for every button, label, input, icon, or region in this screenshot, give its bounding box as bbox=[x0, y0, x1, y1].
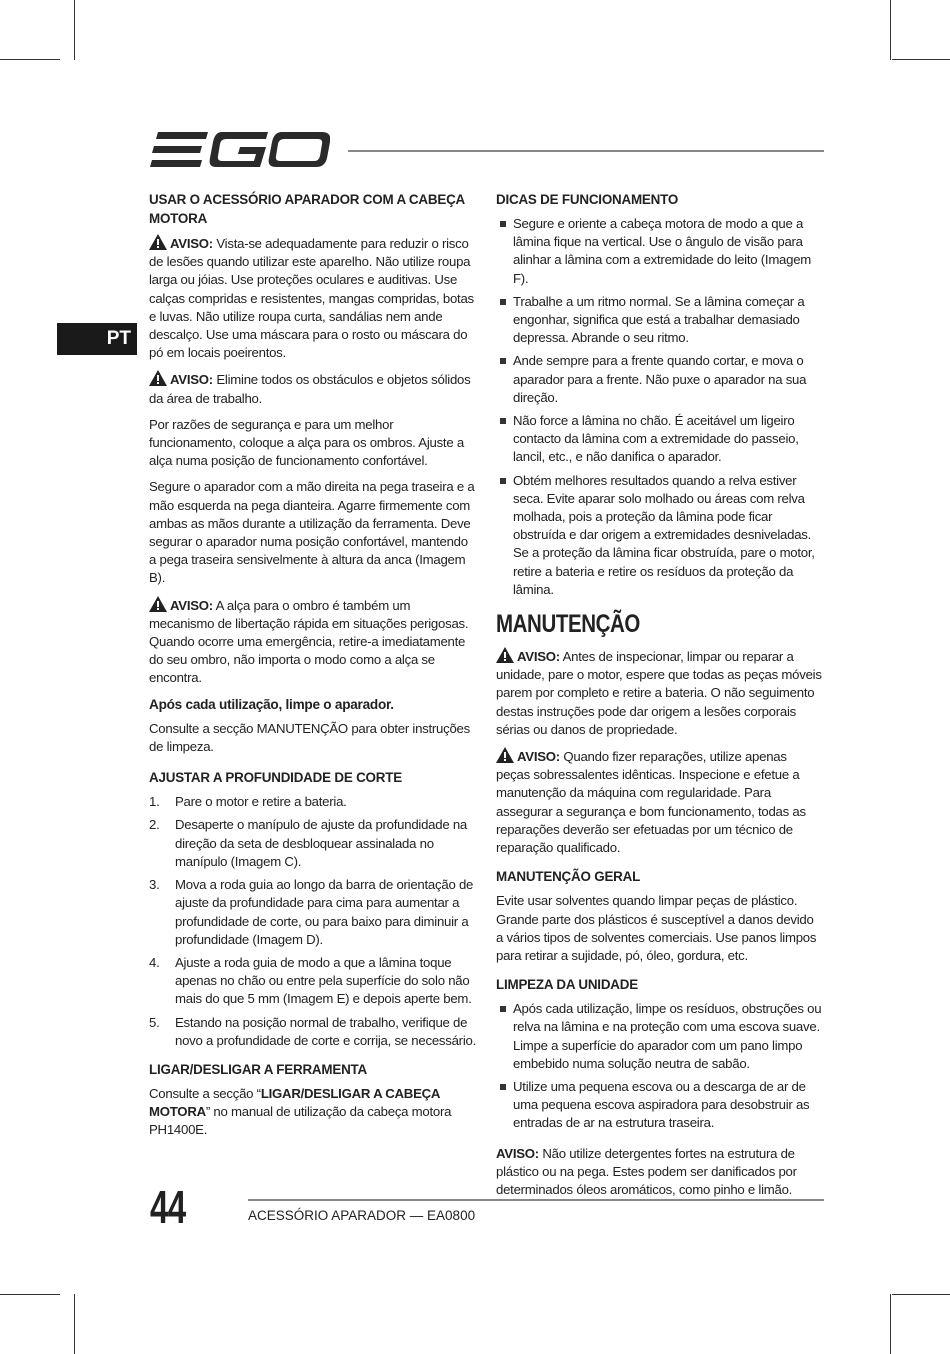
warning-label: AVISO: bbox=[170, 372, 213, 388]
list-item: Segure e oriente a cabeça motora de modo a que a lâmina fique na vertical. Use o ângulo de visão para alinhar a lâmina com a extremidade do leito (Imagem F). bbox=[496, 215, 824, 288]
warning-obstacles bbox=[149, 370, 477, 407]
right-column bbox=[496, 190, 824, 1207]
bullet-icon bbox=[500, 478, 506, 484]
section-heading-on-off: LIGAR/DESLIGAR A FERRAMENTA bbox=[149, 1061, 368, 1077]
warning-label: AVISO: bbox=[496, 1145, 539, 1161]
after-use-text: Consulte a secção MANUTENÇÃO para obter instruções de limpeza. bbox=[149, 720, 470, 755]
operating-tips-list bbox=[496, 215, 824, 599]
crop-mark bbox=[892, 59, 950, 60]
warning-text: Vista-se adequadamente para reduzir o risco de lesões quando utilizar este aparelho. Não utilize roupa larga ou jóias. Use proteções oculares e auditivas. Use calças compridas e resistentes, mangas compridas, botas e luvas. Não utilize roupa curta, sandálias nem ande descalço. Use uma máscara para o rosto ou máscara do pó em locais poeirentos. bbox=[149, 236, 474, 361]
list-item: Não force a lâmina no chão. É aceitável um ligeiro contacto da lâmina com a extremidade do passeio, lancil, etc., e não danifica o aparador. bbox=[496, 412, 824, 467]
after-use-heading: Após cada utilização, limpe o aparador. bbox=[149, 696, 394, 712]
warning-detergents bbox=[496, 1145, 824, 1200]
crop-mark bbox=[0, 1294, 60, 1295]
paragraph-holding: Segure o aparador com a mão direita na pega traseira e a mão esquerda na pega dianteira. Agarre firmemente com ambas as mãos durante a utilização da ferramenta. Deve segurar o aparador numa posição confortável, mantendo a pega traseira sensivelmente à altura da anca (Imagem B). bbox=[149, 479, 475, 586]
footer-rule bbox=[248, 1199, 824, 1201]
footer-title: ACESSÓRIO APARADOR — EA0800 bbox=[248, 1208, 476, 1223]
list-item: 2. Desaperte o manípulo de ajuste da profundidade na direção da seta de desbloquear assinalada no manípulo (Imagem C). bbox=[149, 817, 468, 869]
warning-quick-release bbox=[149, 596, 477, 688]
cut-depth-steps bbox=[149, 793, 477, 1050]
warning-text: Quando fizer reparações, utilize apenas peças sobressalentes idênticas. Inspecione e efetue a manutenção da máquina com regularidade. Para assegurar a segurança e bom funcionamento, todas as reparações deverão ser efetuadas por um técnico de reparação qualificado. bbox=[496, 749, 806, 856]
warning-triangle-icon bbox=[496, 747, 514, 763]
warning-triangle-icon bbox=[149, 234, 167, 250]
warning-label: AVISO: bbox=[170, 236, 213, 251]
section-heading-using-trimmer: USAR O ACESSÓRIO APARADOR COM A CABEÇA MOTORA bbox=[149, 192, 465, 226]
section-title-maintenance: MANUTENÇÃO bbox=[496, 610, 640, 639]
crop-mark bbox=[890, 1294, 891, 1354]
list-item: Obtém melhores resultados quando a relva estiver seca. Evite aparar solo molhado ou áreas com relva molhada, pois a proteção da lâmina pode ficar obstruída e dar origem a extremidades desniveladas. Se a proteção da lâmina ficar obstruída, pare o motor, retire a bateria e retire os resíduos da proteção da lâmina. bbox=[496, 472, 824, 599]
general-maintenance-text: Evite usar solventes quando limpar peças de plástico. Grande parte dos plásticos é susceptível a danos devido a vários tipos de solventes comerciais. Use panos limpos para retirar a sujidade, pó, óleo, gordura, etc. bbox=[496, 893, 817, 963]
warning-repairs bbox=[496, 747, 824, 857]
warning-text: Elimine todos os obstáculos e objetos sólidos da área de trabalho. bbox=[149, 372, 471, 406]
list-item: 1. Pare o motor e retire a bateria. bbox=[149, 794, 347, 810]
section-heading-cut-depth: AJUSTAR A PROFUNDIDADE DE CORTE bbox=[149, 770, 402, 786]
list-item: 5. Estando na posição normal de trabalho, verifique de novo a profundidade de corte e corrija, se necessário. bbox=[149, 1014, 476, 1048]
section-heading-general-maintenance: MANUTENÇÃO GERAL bbox=[496, 869, 641, 885]
list-item: Utilize uma pequena escova ou a descarga de ar de uma pequena escova aspiradora para desobstruir as entradas de ar na estrutura traseira. bbox=[496, 1078, 824, 1133]
list-item: 4. Ajuste a roda guia de modo a que a lâmina toque apenas no chão ou entre pela superfície do solo não mais do que 5 mm (Imagem E) e depois aperte bem. bbox=[149, 954, 472, 1007]
crop-mark bbox=[892, 1294, 950, 1295]
left-column bbox=[149, 190, 477, 1148]
crop-mark bbox=[890, 0, 891, 60]
bullet-icon bbox=[500, 221, 506, 227]
bullet-icon bbox=[500, 418, 506, 424]
on-off-text: Consulte a secção “LIGAR/DESLIGAR A CABEÇA MOTORA” no manual de utilização da cabeça motora PH1400E. bbox=[149, 1085, 452, 1138]
warning-before-inspecting bbox=[496, 647, 824, 739]
list-item: Trabalhe a um ritmo normal. Se a lâmina começar a engonhar, significa que está a trabalhar demasiado depressa. Abrande o seu ritmo. bbox=[496, 293, 824, 348]
warning-text: A alça para o ombro é também um mecanismo de libertação rápida em situações perigosas. Quando ocorre uma emergência, retire-a imediatamente do seu ombro, não importa o modo como a alça se encontra. bbox=[149, 597, 469, 686]
warning-text: Antes de inspecionar, limpar ou reparar a unidade, pare o motor, espere que todas as peças móveis parem por completo e retire a bateria. O não seguimento destas instruções pode dar origem a lesões corporais sérias ou danos de propriedade. bbox=[496, 649, 822, 737]
warning-clothing bbox=[149, 234, 477, 362]
warning-triangle-icon bbox=[149, 370, 167, 386]
page-number: 44 bbox=[150, 1181, 186, 1233]
section-heading-unit-cleaning: LIMPEZA DA UNIDADE bbox=[496, 977, 638, 993]
list-item: Ande sempre para a frente quando cortar, e mova o aparador para a frente. Não puxe o aparador na sua direção. bbox=[496, 352, 824, 407]
language-tab: PT bbox=[57, 323, 137, 355]
crop-mark bbox=[74, 0, 75, 60]
bullet-icon bbox=[500, 358, 506, 364]
warning-text: Não utilize detergentes fortes na estrutura de plástico ou na pega. Estes podem ser danificados por determinados óleos aromáticos, como pinho e limão. bbox=[496, 1145, 797, 1197]
bullet-icon bbox=[500, 299, 506, 305]
paragraph-shoulder-strap: Por razões de segurança e para um melhor funcionamento, coloque a alça para os ombros. Ajuste a alça numa posição de funcionamento confortável. bbox=[149, 416, 464, 469]
warning-label: AVISO: bbox=[517, 749, 560, 765]
list-item: 3. Mova a roda guia ao longo da barra de orientação de ajuste da profundidade para cima para aumentar a profundidade de corte, ou para baixo para diminuir a profundidade (Imagem D). bbox=[149, 877, 474, 947]
warning-label: AVISO: bbox=[170, 597, 213, 613]
bullet-icon bbox=[500, 1006, 506, 1012]
cleaning-list bbox=[496, 1000, 824, 1132]
warning-label: AVISO: bbox=[517, 649, 560, 665]
warning-triangle-icon bbox=[496, 647, 514, 663]
header-rule bbox=[348, 150, 824, 152]
ego-logo bbox=[150, 130, 330, 170]
crop-mark bbox=[74, 1294, 75, 1354]
crop-mark bbox=[0, 59, 60, 60]
bullet-icon bbox=[500, 1084, 506, 1090]
list-item: Após cada utilização, limpe os resíduos, obstruções ou relva na lâmina e na proteção com uma escova suave. Limpe a superfície do aparador com um pano limpo embebido numa solução neutra de sabão. bbox=[496, 1000, 824, 1073]
section-heading-operating-tips: DICAS DE FUNCIONAMENTO bbox=[496, 192, 679, 207]
warning-triangle-icon bbox=[149, 596, 167, 612]
